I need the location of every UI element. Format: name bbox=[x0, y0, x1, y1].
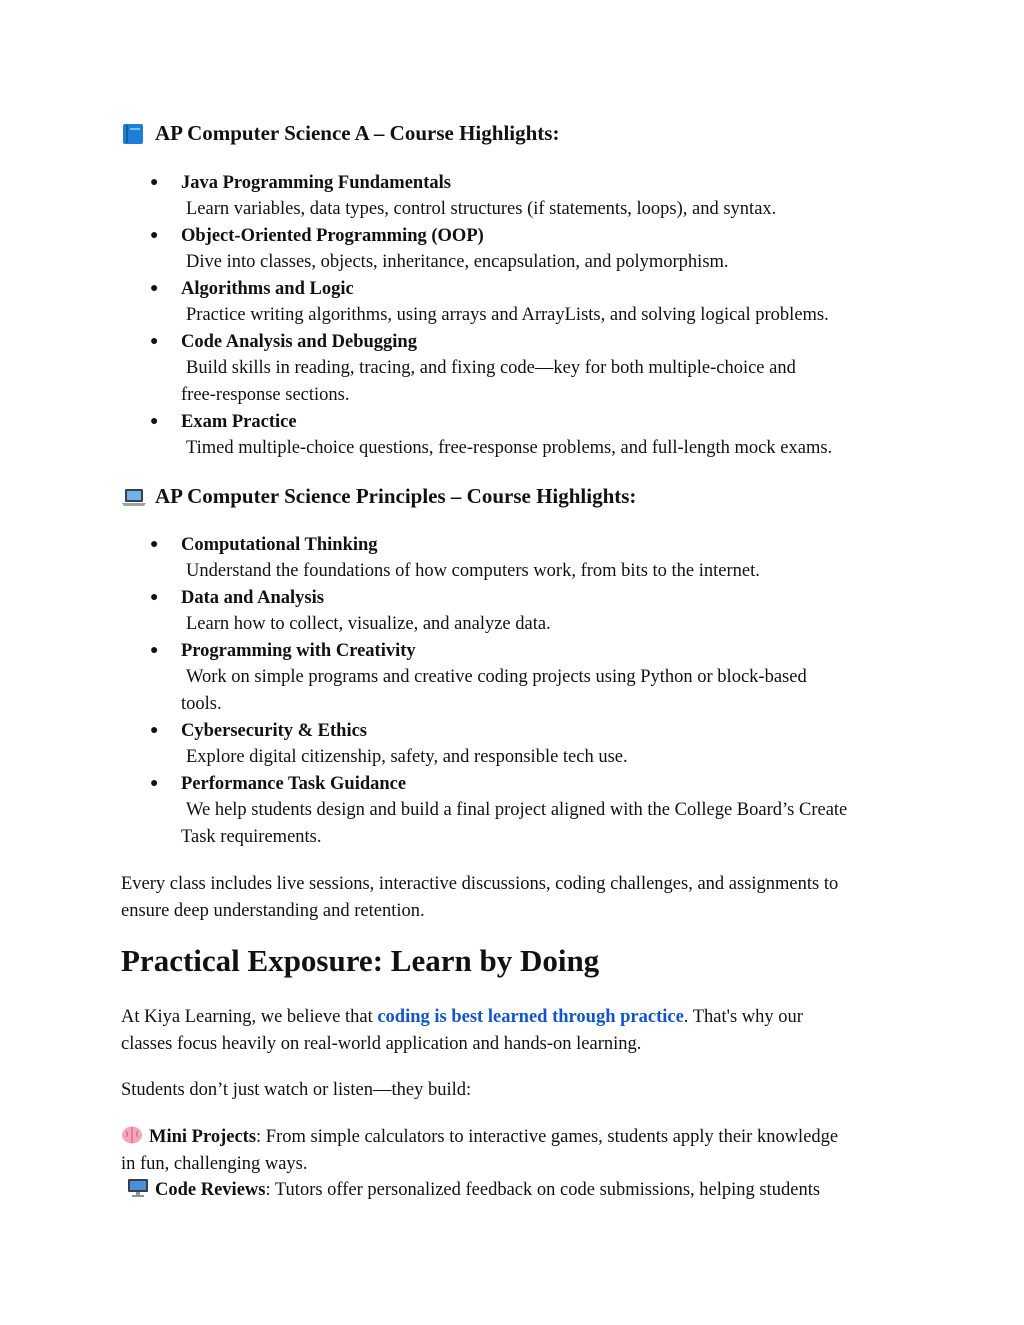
mini-projects-paragraph bbox=[121, 1124, 911, 1177]
paragraph-line bbox=[121, 1004, 911, 1031]
item-description-line: Work on simple programs and creative coding projects using Python or block-based bbox=[186, 667, 807, 687]
section-a-heading bbox=[121, 121, 559, 146]
practical-heading: Practical Exposure: Learn by Doing bbox=[121, 943, 600, 978]
bullet: ● bbox=[150, 590, 159, 605]
bullet: ● bbox=[150, 281, 159, 296]
code-reviews-text: : Tutors offer personalized feedback on code submissions, helping students bbox=[265, 1180, 821, 1200]
code-reviews-label: Code Reviews bbox=[155, 1180, 266, 1200]
bullet: ● bbox=[150, 643, 159, 658]
bullet: ● bbox=[150, 228, 159, 243]
students-line: Students don’t just watch or listen—they build: bbox=[121, 1080, 472, 1100]
laptop-icon bbox=[121, 485, 147, 509]
item-description: Explore digital citizenship, safety, and responsible tech use. bbox=[186, 747, 628, 767]
intro-text: At Kiya Learning, we believe that bbox=[121, 1007, 378, 1027]
item-title: Object-Oriented Programming (OOP) bbox=[181, 226, 484, 246]
desktop-computer-icon bbox=[127, 1178, 149, 1198]
item-title: Performance Task Guidance bbox=[181, 774, 407, 794]
item-title: Exam Practice bbox=[181, 412, 297, 432]
practice-link[interactable]: coding is best learned through practice bbox=[377, 1007, 684, 1027]
item-description-line: Task requirements. bbox=[181, 827, 322, 847]
item-title: Java Programming Fundamentals bbox=[181, 173, 451, 193]
intro-paragraph bbox=[121, 1004, 911, 1057]
bullet: ● bbox=[150, 334, 159, 349]
paragraph-line bbox=[127, 1177, 917, 1204]
item-title: Cybersecurity & Ethics bbox=[181, 721, 367, 741]
bullet: ● bbox=[150, 537, 159, 552]
item-description-line: Build skills in reading, tracing, and fixing code—key for both multiple-choice and bbox=[186, 358, 796, 378]
item-description: Dive into classes, objects, inheritance, encapsulation, and polymorphism. bbox=[186, 252, 729, 272]
item-description: Understand the foundations of how computers work, from bits to the internet. bbox=[186, 561, 760, 581]
every-class-paragraph bbox=[121, 871, 911, 924]
item-description: Practice writing algorithms, using arrays and ArrayLists, and solving logical problems. bbox=[186, 305, 829, 325]
blue-book-icon bbox=[121, 122, 147, 146]
item-description: Timed multiple-choice questions, free-response problems, and full-length mock exams. bbox=[186, 438, 833, 458]
item-description-line: free-response sections. bbox=[181, 385, 350, 405]
paragraph-line: in fun, challenging ways. bbox=[121, 1153, 308, 1174]
item-title: Data and Analysis bbox=[181, 588, 324, 608]
item-title: Programming with Creativity bbox=[181, 641, 416, 661]
item-title: Algorithms and Logic bbox=[181, 279, 354, 299]
item-description-line: tools. bbox=[181, 694, 222, 714]
item-description-line: We help students design and build a final project aligned with the College Board’s Create bbox=[186, 800, 848, 820]
item-title: Code Analysis and Debugging bbox=[181, 332, 417, 352]
bullet: ● bbox=[150, 776, 159, 791]
paragraph-line: classes focus heavily on real-world application and hands-on learning. bbox=[121, 1033, 642, 1054]
section-a-heading-text: AP Computer Science A – Course Highlights: bbox=[155, 121, 560, 145]
item-description: Learn how to collect, visualize, and analyze data. bbox=[186, 614, 551, 634]
bullet: ● bbox=[150, 414, 159, 429]
item-title: Computational Thinking bbox=[181, 535, 378, 555]
brain-icon bbox=[121, 1125, 143, 1145]
section-p-heading-text: AP Computer Science Principles – Course Highlights: bbox=[155, 484, 637, 508]
bullet: ● bbox=[150, 723, 159, 738]
paragraph-line bbox=[121, 1124, 911, 1151]
paragraph-line: ensure deep understanding and retention. bbox=[121, 900, 425, 921]
mini-projects-label: Mini Projects bbox=[149, 1127, 257, 1147]
item-description: Learn variables, data types, control structures (if statements, loops), and syntax. bbox=[186, 199, 777, 219]
mini-projects-text: : From simple calculators to interactive games, students apply their knowledge bbox=[256, 1127, 839, 1147]
paragraph-line: Every class includes live sessions, interactive discussions, coding challenges, and assignments to bbox=[121, 874, 839, 894]
section-p-heading bbox=[121, 484, 636, 509]
bullet: ● bbox=[150, 175, 159, 190]
code-reviews-paragraph bbox=[127, 1177, 917, 1204]
intro-text: . That's why our bbox=[683, 1007, 803, 1027]
